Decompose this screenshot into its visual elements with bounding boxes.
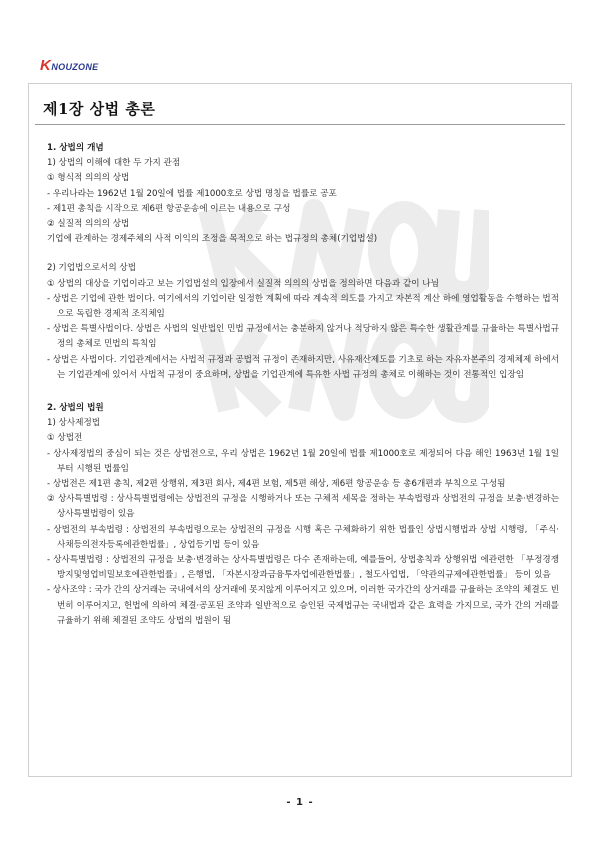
bullet-item: - 상법전의 부속법령 : 상법전의 부속법령으로는 상법전의 규정을 시행 혹은 구체화하기 위한 법률인 상법시행법과 상법 시행령, 「주식·사채등의전자등록에관한법률」, 상업등기법 등이 있음: [47, 524, 559, 550]
bullet-item: - 상사특별법령 : 상법전의 규정을 보충·변경하는 상사특별법령은 다수 존재하는데, 예를들어, 상법총칙과 상행위법 에관련한 「부정경쟁방지및영업비밀보호에관한법률」, 은행법, 「자본시장과금융투자업에관한법률」, 철도사업법, 「약관의규제에관한법률」 등이 있음: [47, 555, 559, 581]
text-line: ① 형식적 의의의 상법: [47, 173, 130, 184]
section-heading: 2. 상법의 법원: [47, 403, 104, 414]
text-line: ① 상법전: [47, 433, 83, 444]
bullet-item: - 상사제정법의 중심이 되는 것은 상법전으로, 우리 상법은 1962년 1월 20일에 법률 제1000호로 제정되어 다음 해인 1963년 1월 1일부터 시행된 법률임: [47, 448, 559, 474]
paragraph-gap: [47, 247, 559, 261]
text-line: 기업에 관계하는 경제주체의 사적 이익의 조정을 목적으로 하는 법규정의 총체(기업법설): [47, 234, 378, 245]
title-bar: [35, 90, 565, 125]
document-body: [47, 141, 559, 629]
bullet-item: - 상법전은 제1편 총칙, 제2편 상행위, 제3편 회사, 제4편 보험, 제5편 해상, 제6편 항공운송 등 총6개편과 부칙으로 구성됨: [47, 479, 506, 490]
text-line: ② 실질적 의의의 상법: [47, 219, 130, 230]
bullet-item: - 상사조약 : 국가 간의 상거래는 국내에서의 상거래에 못지않게 이루어지고 있으며, 이러한 국가간의 상거래를 규율하는 조약의 체결도 빈번히 이루어지고, 헌법에 의하여 체결·공포된 조약과 일반적으로 승인된 국제법규는 국내법과 같은 효력을 가지므로, 국가 간의 거래를 규율하기 위해 체결된 조약도 상법의 법원이 됨: [47, 585, 559, 626]
document-frame: [28, 83, 572, 777]
page-number: - 1 -: [286, 797, 314, 808]
knouzone-logo: [40, 58, 98, 74]
text-line: 1) 상사제정법: [47, 418, 101, 429]
bullet-item: - 우리나라는 1962년 1월 20일에 법률 제1000호로 상법 명칭을 법률로 공포: [47, 188, 337, 199]
bullet-item: ② 상사특별법령 : 상사특별법령에는 상법전의 규정을 시행하거나 또는 구체적 세목을 정하는 부속법령과 상법전의 규정을 보충·변경하는 상사특별법령이 있음: [47, 494, 559, 520]
logo-letter-k: K: [40, 57, 51, 74]
text-line: 1) 상법의 이해에 대한 두 가지 관점: [47, 158, 181, 169]
bullet-item: - 제1편 총칙을 시작으로 제6편 항공운송에 이르는 내용으로 구성: [47, 203, 291, 214]
text-line: 2) 기업법으로서의 상법: [47, 263, 136, 274]
bullet-item: - 상법은 특별사법이다. 상법은 사법의 일반법인 민법 규정에서는 충분하지 않거나 적당하지 않은 특수한 생활관계를 규율하는 특별사법규정의 총체로 민법의 특칙임: [47, 324, 559, 350]
text-line: ① 상법의 대상을 기업이라고 보는 기업법설의 입장에서 실질적 의의의 상법을 정의하면 다음과 같이 나뉨: [47, 278, 439, 289]
section-heading: 1. 상법의 개념: [47, 143, 104, 153]
bullet-item: - 상법은 사법이다. 기업관계에서는 사법적 규정과 공법적 규정이 존재하지만, 사유재산제도를 기초로 하는 자유자본주의 경제체제 하에서는 기업관계에 있어서 사법적 규정이 중요하며, 상법을 기업관계에 특유한 사법 규정의 총체로 이해하는 것이 전통적인 입장임: [47, 354, 559, 380]
logo-text: NOUZONE: [51, 62, 99, 72]
bullet-item: - 상법은 기업에 관한 법이다. 여기에서의 기업이란 일정한 계획에 따라 계속적 의도를 가지고 자본적 계산 하에 영업활동을 수행하는 법적으로 독립한 경제적 조직체임: [47, 293, 559, 320]
section-gap: [47, 383, 559, 401]
page-title: 제1장 상법 총론: [43, 100, 156, 118]
